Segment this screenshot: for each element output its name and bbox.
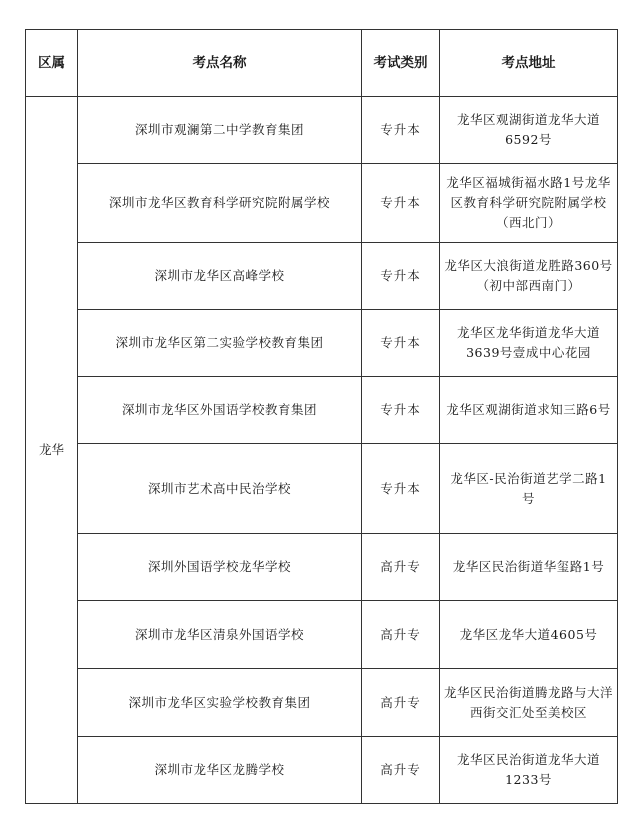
exam-site-table <box>25 29 618 804</box>
site-name-cell: 深圳市龙华区外国语学校教育集团 <box>78 377 362 444</box>
site-name-cell: 深圳市龙华区龙腾学校 <box>78 737 362 804</box>
exam-type-cell: 专升本 <box>362 310 440 377</box>
district-cell: 龙华 <box>26 97 78 804</box>
site-name-cell: 深圳市龙华区清泉外国语学校 <box>78 601 362 669</box>
site-address-cell: 龙华区龙华大道4605号 <box>440 601 618 669</box>
site-name-cell: 深圳市龙华区第二实验学校教育集团 <box>78 310 362 377</box>
exam-type-cell: 专升本 <box>362 444 440 534</box>
site-address-cell: 龙华区民治街道腾龙路与大洋西街交汇处至美校区 <box>440 669 618 737</box>
site-name-cell: 深圳市龙华区高峰学校 <box>78 243 362 310</box>
table-row <box>26 97 618 164</box>
exam-type-cell: 专升本 <box>362 243 440 310</box>
table-row <box>26 534 618 601</box>
site-address-cell: 龙华区大浪街道龙胜路360号（初中部西南门） <box>440 243 618 310</box>
exam-type-cell: 高升专 <box>362 669 440 737</box>
exam-type-cell: 高升专 <box>362 737 440 804</box>
site-name-cell: 深圳市龙华区实验学校教育集团 <box>78 669 362 737</box>
table-header-row <box>26 30 618 97</box>
site-address-cell: 龙华区-民治街道艺学二路1号 <box>440 444 618 534</box>
exam-type-cell: 高升专 <box>362 534 440 601</box>
site-address-cell: 龙华区民治街道华玺路1号 <box>440 534 618 601</box>
table-row <box>26 164 618 243</box>
site-name-cell: 深圳市观澜第二中学教育集团 <box>78 97 362 164</box>
table-row <box>26 669 618 737</box>
header-exam-type: 考试类别 <box>362 30 440 97</box>
table-row <box>26 737 618 804</box>
exam-type-cell: 高升专 <box>362 601 440 669</box>
exam-type-cell: 专升本 <box>362 377 440 444</box>
site-name-cell: 深圳外国语学校龙华学校 <box>78 534 362 601</box>
site-name-cell: 深圳市艺术高中民治学校 <box>78 444 362 534</box>
table-row <box>26 601 618 669</box>
site-address-cell: 龙华区福城街福水路1号龙华区教育科学研究院附属学校（西北门） <box>440 164 618 243</box>
site-address-cell: 龙华区观湖街道龙华大道6592号 <box>440 97 618 164</box>
table-row <box>26 243 618 310</box>
exam-type-cell: 专升本 <box>362 97 440 164</box>
table-row <box>26 444 618 534</box>
table-row <box>26 310 618 377</box>
site-address-cell: 龙华区龙华街道龙华大道3639号壹成中心花园 <box>440 310 618 377</box>
header-site-name: 考点名称 <box>78 30 362 97</box>
site-address-cell: 龙华区民治街道龙华大道1233号 <box>440 737 618 804</box>
header-district: 区属 <box>26 30 78 97</box>
exam-type-cell: 专升本 <box>362 164 440 243</box>
site-name-cell: 深圳市龙华区教育科学研究院附属学校 <box>78 164 362 243</box>
site-address-cell: 龙华区观湖街道求知三路6号 <box>440 377 618 444</box>
header-site-address: 考点地址 <box>440 30 618 97</box>
table-row <box>26 377 618 444</box>
